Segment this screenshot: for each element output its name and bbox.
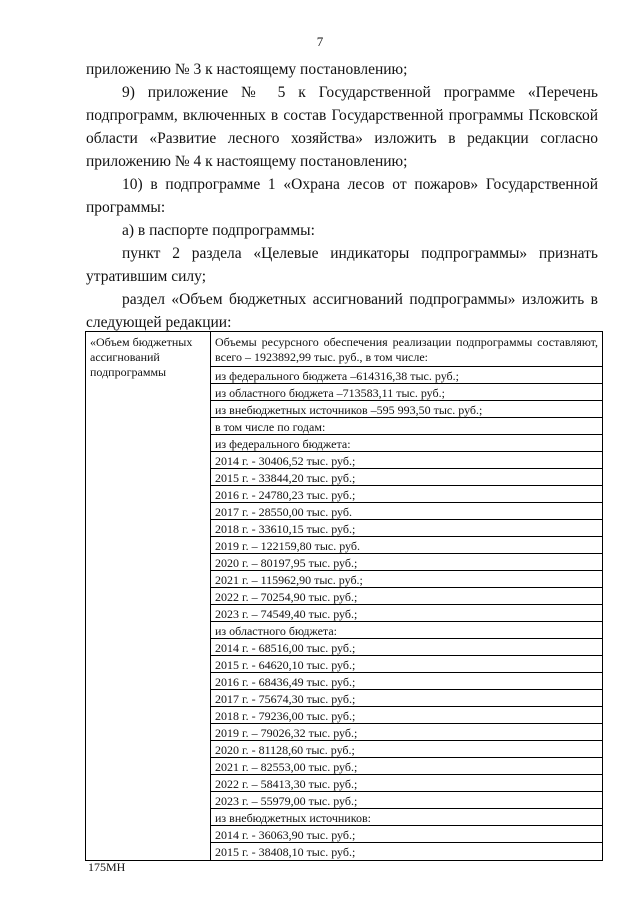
budget-line: 2017 г. - 28550,00 тыс. руб. (211, 503, 602, 520)
budget-table (85, 331, 603, 861)
budget-line: 2017 г. - 75674,30 тыс. руб.; (211, 690, 602, 707)
budget-line: 2021 г. – 82553,00 тыс. руб.; (211, 758, 602, 775)
budget-line: 2023 г. – 74549,40 тыс. руб.; (211, 605, 602, 622)
paragraph: приложению № 3 к настоящему постановлению; (86, 61, 408, 78)
paragraph: 10) в подпрограмме 1 «Охрана лесов от пожаров» Государственной программы: (86, 176, 598, 216)
budget-line: в том числе по годам: (211, 418, 602, 435)
budget-line: 2022 г. – 70254,90 тыс. руб.; (211, 588, 602, 605)
budget-line: 2018 г. - 33610,15 тыс. руб.; (211, 520, 602, 537)
budget-line: 2014 г. - 30406,52 тыс. руб.; (211, 452, 602, 469)
paragraph: пункт 2 раздела «Целевые индикаторы подпрограммы» признать утратившим силу; (86, 245, 598, 285)
footer-code: 175МН (88, 860, 126, 874)
budget-line: 2020 г. – 80197,95 тыс. руб.; (211, 554, 602, 571)
budget-line: 2023 г. – 55979,00 тыс. руб.; (211, 792, 602, 809)
page-number: 7 (316, 34, 324, 49)
table-row (86, 332, 603, 861)
paragraph: а) в паспорте подпрограммы: (122, 222, 315, 239)
budget-line: 2019 г. – 122159,80 тыс. руб. (211, 537, 602, 554)
budget-line: 2015 г. - 33844,20 тыс. руб.; (211, 469, 602, 486)
budget-line: 2014 г. - 36063,90 тыс. руб.; (211, 826, 602, 843)
budget-line: 2015 г. - 64620,10 тыс. руб.; (211, 656, 602, 673)
paragraph: раздел «Объем бюджетных ассигнований подпрограммы» изложить в следующей редакции: (86, 291, 598, 331)
budget-line: 2018 г. - 79236,00 тыс. руб.; (211, 707, 602, 724)
budget-line: из внебюджетных источников –595 993,50 тыс. руб.; (211, 401, 602, 418)
budget-line: 2020 г. - 81128,60 тыс. руб.; (211, 741, 602, 758)
budget-line: 2014 г. - 68516,00 тыс. руб.; (211, 639, 602, 656)
budget-line: из внебюджетных источников: (211, 809, 602, 826)
budget-line: из федерального бюджета: (211, 435, 602, 452)
body-text (86, 58, 598, 334)
budget-line: 2016 г. - 24780,23 тыс. руб.; (211, 486, 602, 503)
budget-values-cell (211, 332, 603, 861)
budget-line: 2021 г. – 115962,90 тыс. руб.; (211, 571, 602, 588)
paragraph: 9) приложение № 5 к Государственной программе «Перечень подпрограмм, включенных в состав Государственной программы Псковской области «Развитие лесного хозяйства» изложить в редакции согласно приложению № 4 к настоящему постановлению; (86, 84, 598, 170)
budget-lines (211, 367, 602, 860)
budget-line: из областного бюджета –713583,11 тыс. руб.; (211, 384, 602, 401)
budget-label-cell: «Объем бюджетных ассигнований подпрограммы (86, 332, 211, 861)
budget-line: 2015 г. - 38408,10 тыс. руб.; (215, 845, 356, 859)
budget-line: из областного бюджета: (211, 622, 602, 639)
budget-line: из федерального бюджета –614316,38 тыс. руб.; (211, 367, 602, 384)
budget-line: 2019 г. – 79026,32 тыс. руб.; (211, 724, 602, 741)
budget-line: 2022 г. – 58413,30 тыс. руб.; (211, 775, 602, 792)
budget-intro: Объемы ресурсного обеспечения реализации подпрограммы составляют, всего – 1923892,99 тыс. руб., в том числе: (211, 332, 602, 367)
budget-line: 2016 г. - 68436,49 тыс. руб.; (211, 673, 602, 690)
